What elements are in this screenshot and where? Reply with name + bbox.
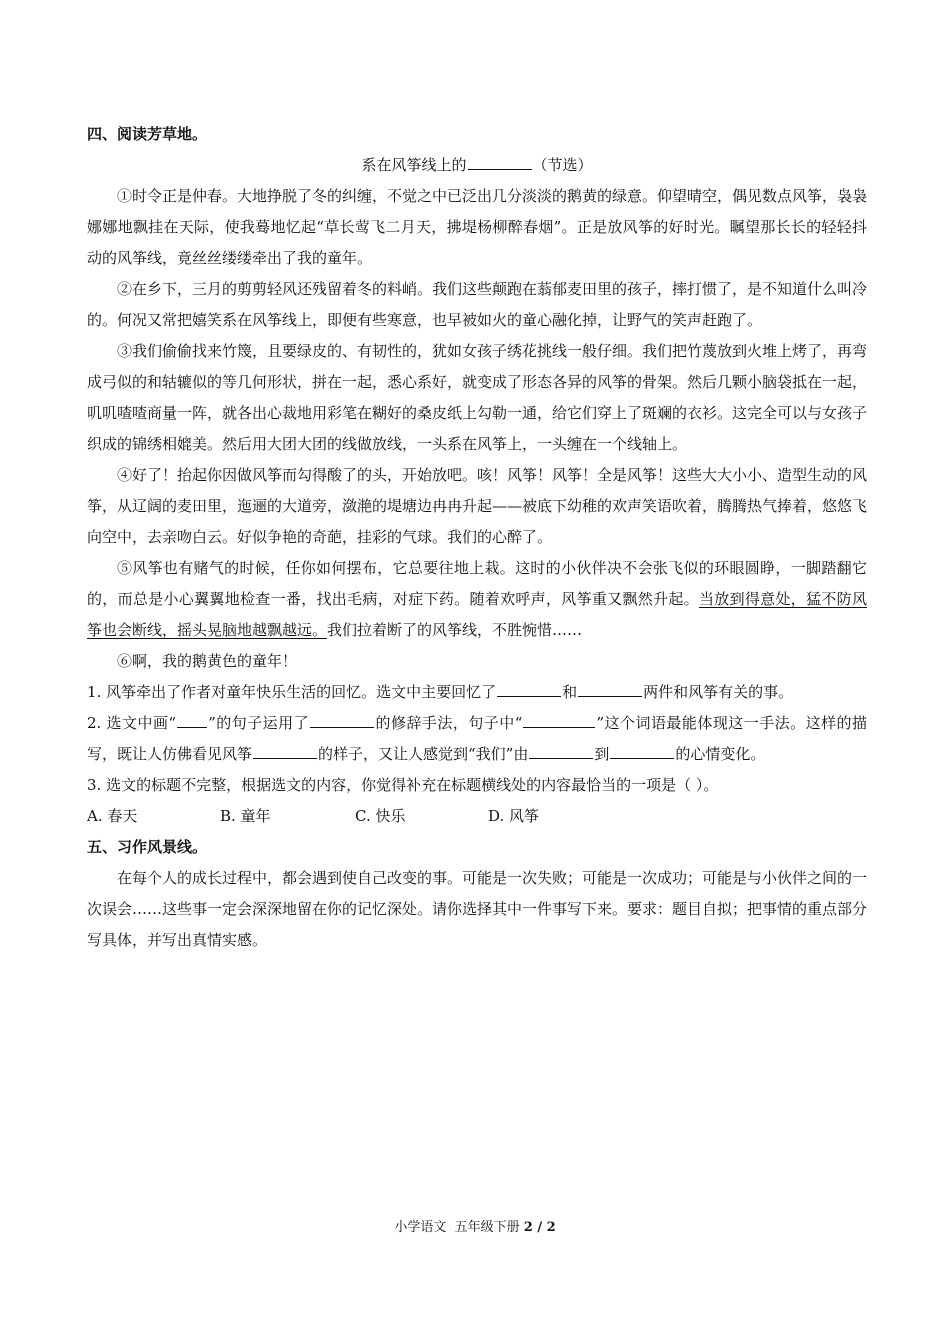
paragraph-2: ②在乡下，三月的剪剪轻风还残留着冬的料峭。我们这些颠跑在蓊郁麦田里的孩子，摔打惯了，是不知道什么叫冷的。何况又常把嬉笑系在风筝线上，即便有些寒意，也早被如火的童心融化掉，让野气的笑声赶跑了。 (87, 280, 868, 329)
paragraph-4: ④好了！抬起你因做风筝而勾得酸了的头，开始放吧。咳！风筝！风筝！全是风筝！这些大大小小、造型生动的风筝，从辽阔的麦田里，迤逦的大道旁，潋滟的堤塘边冉冉升起——被底下幼稚的欢声笑语吹着，腾腾热气捧着，悠悠飞向空中，去亲吻白云。好似争艳的奇葩，挂彩的气球。我们的心醉了。 (87, 466, 868, 546)
answer-blank (523, 712, 595, 728)
paragraph-5-end: 我们拉着断了的风筝线，不胜惋惜…… (327, 621, 583, 639)
passage-title-prefix: 系在风筝线上的 (361, 156, 467, 174)
option-c: C. 快乐 (355, 807, 406, 825)
section-5-heading: 五、习作风景线。 (87, 838, 208, 856)
question-2-text-d: ”这个词语最能体现这一手法。这样的描写，既让人仿佛看见风筝 (87, 714, 868, 763)
option-b: B. 童年 (220, 807, 271, 825)
answer-blank (529, 743, 593, 759)
page-content (87, 119, 867, 956)
option-a: A. 春天 (87, 807, 138, 825)
question-1 (87, 677, 867, 708)
answer-blank (310, 712, 374, 728)
question-3: 3. 选文的标题不完整，根据选文的内容，你觉得补充在标题横线处的内容最恰当的一项是（ ）。 (87, 776, 719, 794)
answer-blank (578, 681, 642, 697)
answer-blank (177, 712, 207, 728)
footer-label: 小学语文 五年级下册 (394, 1220, 520, 1235)
question-2-text-e: 的样子，又让人感觉到“我们”由 (318, 745, 529, 763)
section-4-heading: 四、阅读芳草地。 (87, 125, 208, 143)
paragraph-6: ⑥啊，我的鹅黄色的童年！ (117, 652, 298, 670)
paragraph-5 (87, 553, 867, 646)
option-d: D. 风筝 (488, 807, 540, 825)
answer-blank (610, 743, 674, 759)
question-1-text-c: 两件和风筝有关的事。 (643, 683, 794, 701)
page-footer (0, 1218, 950, 1238)
question-2-text-c: 的修辞手法，句子中“ (375, 714, 523, 732)
underlined-sentence: 当放到得意处，猛不防风筝也会断线，摇头晃脑地越飘越远。 (87, 590, 867, 639)
paragraph-3: ③我们偷偷找来竹篾，且要绿皮的、有韧性的，犹如女孩子绣花挑线一般仔细。我们把竹蔑放到火堆上烤了，再弯成弓似的和轱辘似的等几何形状，拼在一起，悉心系好，就变成了形态各异的风筝的骨架。然后几颗小脑袋抵在一起，叽叽喳喳商量一阵，就各出心裁地用彩笔在糊好的桑皮纸上勾勒一通，给它们穿上了斑斓的衣衫。这完全可以与女孩子织成的锦绣相媲美。然后用大团大团的线做放线，一头系在风筝上，一头缠在一个线轴上。 (87, 342, 868, 453)
title-blank (468, 154, 532, 170)
paragraph-1: ①时令正是仲春。大地挣脱了冬的纠缠，不觉之中已泛出几分淡淡的鹅黄的绿意。仰望晴空，偶见数点风筝，袅袅娜娜地飘挂在天际，使我蓦地忆起“草长莺飞二月天，拂堤杨柳醉春烟”。正是放风筝的好时光。瞩望那长长的轻轻抖动的风筝线，竟丝丝缕缕牵出了我的童年。 (87, 187, 868, 267)
question-2-text-a: 2. 选文中画“ (87, 714, 177, 732)
passage-title-suffix: （节选） (532, 156, 593, 174)
question-2 (87, 708, 867, 770)
passage-title (87, 150, 867, 181)
question-1-text-b: 和 (562, 683, 578, 701)
answer-blank (497, 681, 561, 697)
page-number: 2 / 2 (523, 1220, 556, 1235)
question-1-text-a: 1. 风筝牵出了作者对童年快乐生活的回忆。选文中主要回忆了 (87, 683, 497, 701)
question-2-text-b: ”的句子运用了 (208, 714, 310, 732)
question-2-text-f: 到 (594, 745, 610, 763)
question-2-text-g: 的心情变化。 (675, 745, 766, 763)
writing-prompt: 在每个人的成长过程中，都会遇到使自己改变的事。可能是一次失败；可能是一次成功；可能是与小伙伴之间的一次误会……这些事一定会深深地留在你的记忆深处。请你选择其中一件事写下来。要求：题目自拟；把事情的重点部分写具体，并写出真情实感。 (87, 869, 868, 949)
answer-options (87, 801, 867, 832)
paragraph-5-start: ⑤风筝也有赌气的时候，任你如何摆布，它总要往地上栽。这时的小伙伴决不会张飞似的环眼圆睁，一脚踏翻它的，而总是小心翼翼地检查一番，找出毛病，对症下药。随着欢呼声，风筝重又飘然升起。 (87, 559, 867, 608)
answer-blank (253, 743, 317, 759)
